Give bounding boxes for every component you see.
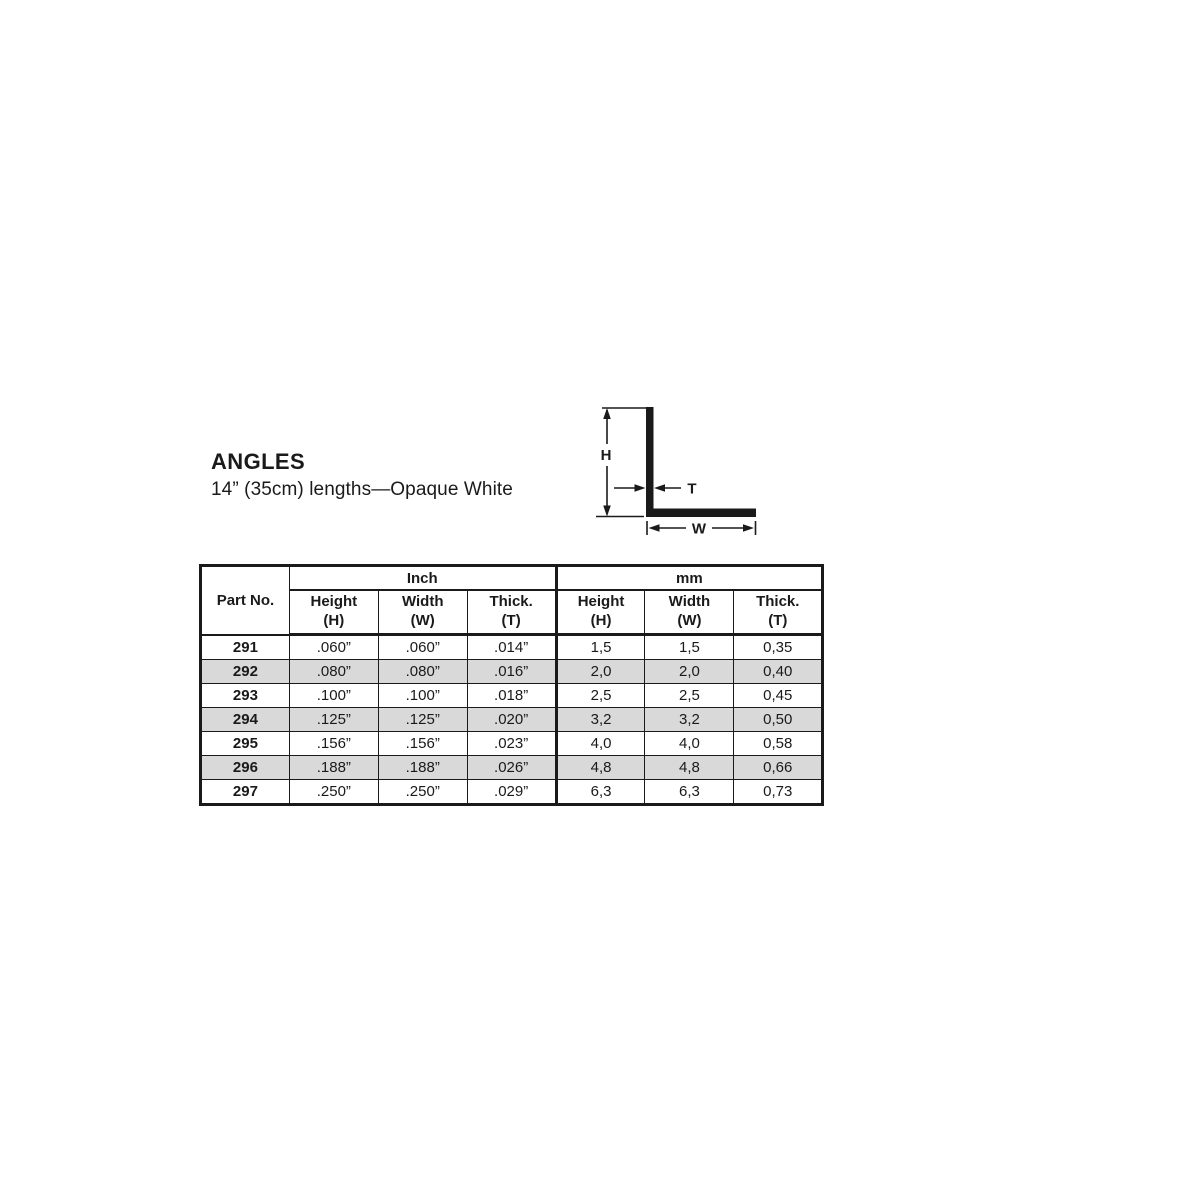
header-line1: Thick.: [489, 593, 533, 611]
spec-value-cell: 3,2: [556, 708, 645, 732]
spec-value-cell: .023”: [467, 732, 556, 756]
inch-group-header: Inch: [289, 566, 556, 591]
page-title: ANGLES: [211, 449, 306, 474]
spec-value-cell: 4,0: [556, 732, 645, 756]
t-arrowhead-right: [635, 484, 646, 492]
spec-value-cell: 0,58: [734, 732, 823, 756]
spec-value-cell: .250”: [378, 780, 467, 805]
spec-value-cell: 3,2: [645, 708, 734, 732]
spec-value-cell: 4,8: [556, 756, 645, 780]
h-arrowhead-down: [603, 506, 611, 517]
mm-width-header: [645, 590, 734, 635]
part-no-cell: 297: [201, 780, 290, 805]
part-no-cell: 296: [201, 756, 290, 780]
part-no-cell: 292: [201, 660, 290, 684]
header-line1: Width: [401, 593, 444, 611]
angle-vertical-leg: [646, 407, 654, 517]
mm-height-header: [556, 590, 645, 635]
spec-value-cell: 0,73: [734, 780, 823, 805]
spec-value-cell: 1,5: [645, 635, 734, 660]
w-dimension-label: W: [691, 520, 707, 538]
spec-value-cell: .014”: [467, 635, 556, 660]
spec-value-cell: .080”: [289, 660, 378, 684]
part-no-cell: 293: [201, 684, 290, 708]
spec-value-cell: 2,5: [645, 684, 734, 708]
table-row: [201, 756, 823, 780]
spec-value-cell: .156”: [378, 732, 467, 756]
spec-value-cell: .156”: [289, 732, 378, 756]
table-group-header-row: [201, 566, 823, 591]
part-no-cell: 295: [201, 732, 290, 756]
spec-value-cell: 6,3: [556, 780, 645, 805]
inch-height-header: [289, 590, 378, 635]
spec-value-cell: .060”: [378, 635, 467, 660]
header-line2: (H): [590, 612, 612, 629]
spec-value-cell: .018”: [467, 684, 556, 708]
table-row: [201, 684, 823, 708]
spec-value-cell: .020”: [467, 708, 556, 732]
header-line1: Width: [668, 593, 711, 611]
spec-value-cell: .100”: [378, 684, 467, 708]
t-dimension-label: T: [687, 480, 697, 498]
angle-profile-diagram: [580, 393, 800, 543]
spec-value-cell: 0,45: [734, 684, 823, 708]
w-arrowhead-left: [649, 524, 660, 532]
header-line2: (T): [501, 612, 521, 629]
spec-value-cell: .100”: [289, 684, 378, 708]
spec-value-cell: 1,5: [556, 635, 645, 660]
table-row: [201, 732, 823, 756]
part-no-header: Part No.: [201, 566, 290, 635]
spec-value-cell: .016”: [467, 660, 556, 684]
page-subtitle: 14” (35cm) lengths—Opaque White: [211, 479, 513, 501]
spec-value-cell: .188”: [378, 756, 467, 780]
header-line2: (W): [677, 612, 702, 629]
inch-width-header: [378, 590, 467, 635]
table-row: [201, 708, 823, 732]
spec-value-cell: 0,40: [734, 660, 823, 684]
h-arrowhead-up: [603, 408, 611, 419]
spec-value-cell: 6,3: [645, 780, 734, 805]
mm-thick-header: [734, 590, 823, 635]
h-dimension-label: H: [600, 447, 612, 464]
spec-value-cell: 2,0: [645, 660, 734, 684]
spec-value-cell: 2,5: [556, 684, 645, 708]
header-line2: (H): [323, 612, 345, 629]
title-block: [211, 450, 513, 501]
table-row: [201, 635, 823, 660]
header-line1: Height: [310, 593, 358, 611]
table-sub-header-row: [201, 590, 823, 635]
spec-value-cell: .125”: [289, 708, 378, 732]
part-no-cell: 291: [201, 635, 290, 660]
spec-value-cell: .026”: [467, 756, 556, 780]
table-row: [201, 660, 823, 684]
spec-value-cell: 4,0: [645, 732, 734, 756]
mm-group-header: mm: [556, 566, 823, 591]
inch-thick-header: [467, 590, 556, 635]
angle-horizontal-leg: [646, 509, 756, 518]
spec-value-cell: .080”: [378, 660, 467, 684]
t-arrowhead-left: [654, 484, 665, 492]
header-line1: Height: [577, 593, 625, 611]
header-line2: (T): [768, 612, 788, 629]
spec-value-cell: .060”: [289, 635, 378, 660]
spec-value-cell: .188”: [289, 756, 378, 780]
header-line2: (W): [410, 612, 435, 629]
spec-value-cell: 0,50: [734, 708, 823, 732]
w-arrowhead-right: [743, 524, 754, 532]
spec-value-cell: .125”: [378, 708, 467, 732]
table-row: [201, 780, 823, 805]
spec-value-cell: 2,0: [556, 660, 645, 684]
spec-value-cell: .029”: [467, 780, 556, 805]
spec-value-cell: .250”: [289, 780, 378, 805]
spec-value-cell: 0,66: [734, 756, 823, 780]
spec-value-cell: 4,8: [645, 756, 734, 780]
part-no-cell: 294: [201, 708, 290, 732]
spec-value-cell: 0,35: [734, 635, 823, 660]
header-line1: Thick.: [756, 593, 800, 611]
spec-table: [199, 564, 824, 806]
